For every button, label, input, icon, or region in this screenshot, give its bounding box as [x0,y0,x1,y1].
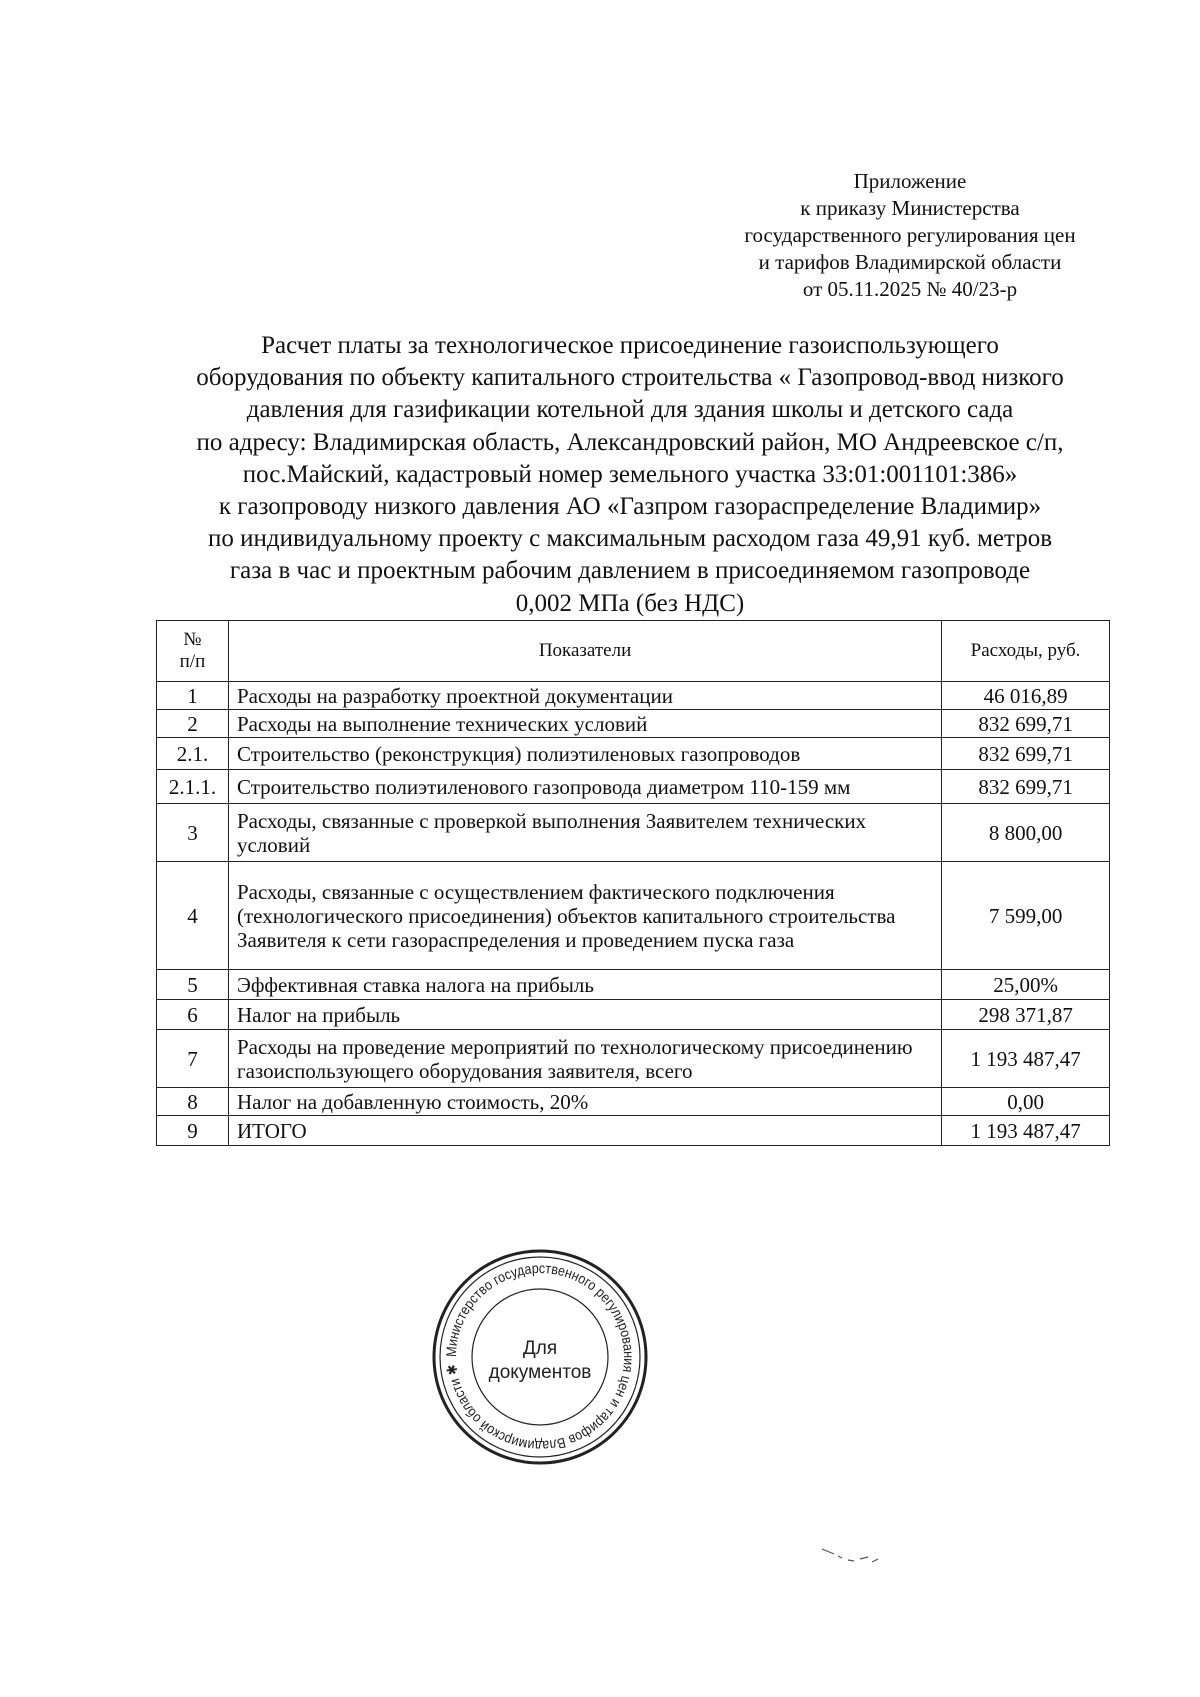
row-description: Расходы на разработку проектной документации [228,682,941,710]
appendix-line: и тарифов Владимирской области [758,250,1062,274]
table-row [157,710,1110,738]
row-number: 1 [157,682,229,710]
table-row [157,970,1110,1000]
row-value: 298 371,87 [942,1000,1110,1030]
row-value: 0,00 [942,1088,1110,1116]
row-description: Эффективная ставка налога на прибыль [228,970,941,1000]
row-value: 1 193 487,47 [942,1030,1110,1088]
row-description: Расходы на проведение мероприятий по технологическому присоединению газоиспользующего оборудования заявителя, всего [228,1030,941,1088]
table-row [157,804,1110,862]
title-line: по индивидуальному проекту с максимальным расходом газа 49,91 куб. метров [207,525,1053,553]
row-number: 2 [157,710,229,738]
header-indicator: Показатели [228,621,941,682]
table-row [157,682,1110,710]
official-stamp [430,1247,650,1467]
table-row [157,1088,1110,1116]
table-row [157,1000,1110,1030]
header-number-line1: № [183,629,202,650]
scan-artifact [820,1545,890,1570]
row-number: 6 [157,1000,229,1030]
stamp-ring-textpath: Министерство государственного регулирования цен и тарифов Владимирской области ✱ [443,1260,637,1454]
row-description: Строительство полиэтиленового газопровода диаметром 110-159 мм [228,770,941,804]
title-line: давления для газификации котельной для здания школы и детского сада [246,396,1014,424]
row-number: 2.1.1. [157,770,229,804]
document-title [150,330,1110,620]
title-line: к газопроводу низкого давления АО «Газпром газораспределение Владимир» [218,493,1042,521]
title-line: газа в час и проектным рабочим давлением в присоединяемом газопроводе [229,557,1031,585]
header-expense: Расходы, руб. [942,621,1110,682]
row-number: 9 [157,1116,229,1146]
title-line: 0,002 МПа (без НДС) [515,589,745,617]
appendix-line: к приказу Министерства [800,196,1020,220]
table-row-total [157,1116,1110,1146]
calculation-table [156,620,1110,1146]
appendix-line: от 05.11.2025 № 40/23-р [802,277,1018,301]
appendix-line: государственного регулирования цен [744,223,1076,247]
row-value: 832 699,71 [942,770,1110,804]
row-description: Налог на добавленную стоимость, 20% [228,1088,941,1116]
row-description: Строительство (реконструкция) полиэтиленовых газопроводов [228,738,941,770]
row-value: 832 699,71 [942,738,1110,770]
row-description: Расходы, связанные с проверкой выполнения Заявителем технических условий [228,804,941,862]
row-number: 7 [157,1030,229,1088]
title-line: пос.Майский, кадастровый номер земельного участка 33:01:001101:386» [242,460,1018,488]
row-number: 5 [157,970,229,1000]
stamp-center-line1: Для [522,1338,558,1359]
row-description: Налог на прибыль [228,1000,941,1030]
appendix-header [700,168,1120,303]
row-value: 46 016,89 [942,682,1110,710]
table-row [157,738,1110,770]
row-value: 8 800,00 [942,804,1110,862]
header-number-line2: п/п [179,651,206,672]
row-value: 1 193 487,47 [942,1116,1110,1146]
row-number: 8 [157,1088,229,1116]
row-value: 25,00% [942,970,1110,1000]
title-line: Расчет платы за технологическое присоединение газоиспользующего [261,332,999,359]
title-line: оборудования по объекту капитального строительства « Газопровод-ввод низкого [196,364,1064,392]
row-value: 832 699,71 [942,710,1110,738]
row-number: 3 [157,804,229,862]
row-value: 7 599,00 [942,862,1110,970]
header-number [157,621,229,682]
table-row [157,862,1110,970]
row-description: Расходы, связанные с осуществлением фактического подключения (технологического присоединения) объектов капитального строительства Заявителя к сети газораспределения и проведением пуска газа [228,862,941,970]
appendix-line: Приложение [853,169,967,193]
table-row [157,1030,1110,1088]
table-row [157,770,1110,804]
table-header-row [157,621,1110,682]
row-number: 2.1. [157,738,229,770]
row-number: 4 [157,862,229,970]
row-description: Расходы на выполнение технических условий [228,710,941,738]
stamp-center-line2: документов [488,1362,592,1383]
title-line: по адресу: Владимирская область, Александровский район, МО Андреевское с/п, [196,428,1064,456]
row-description: ИТОГО [228,1116,941,1146]
